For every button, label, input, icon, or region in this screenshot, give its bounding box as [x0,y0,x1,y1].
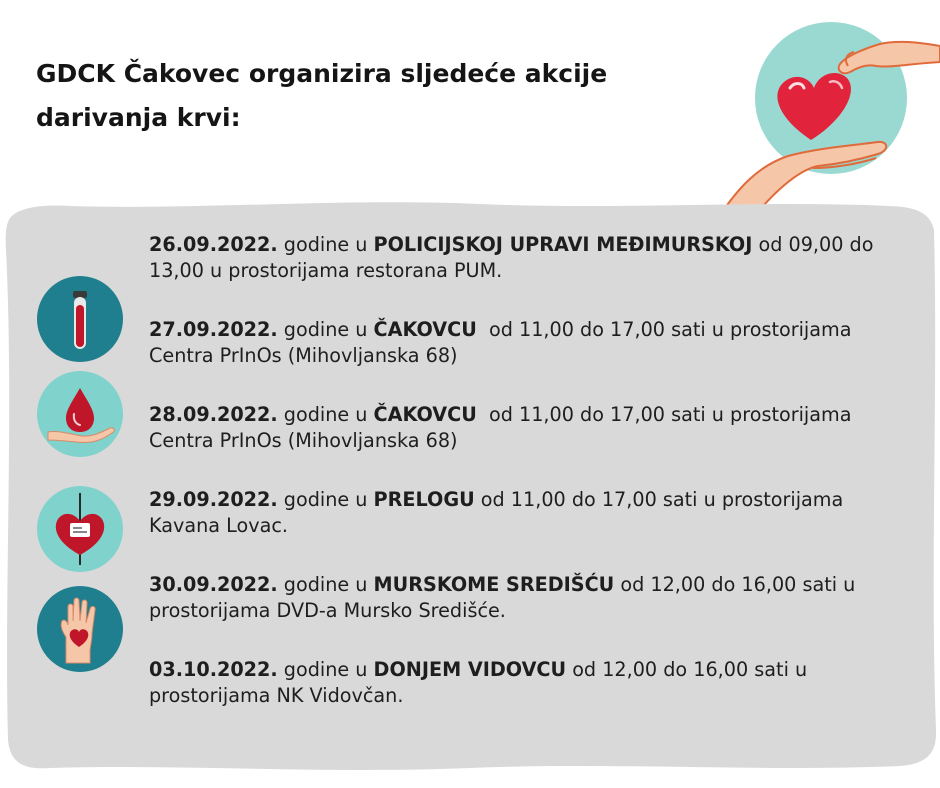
event-place: MURSKOME SREDIŠĆU [373,573,615,596]
heart-in-hands-icon [718,18,940,218]
event-text: godine u [277,403,374,426]
event-text: godine u [277,658,374,681]
event-place: ČAKOVCU [373,318,477,341]
hand-heart-icon [36,585,124,673]
event-text: godine u [277,233,374,256]
event-date: 26.09.2022. [149,233,278,256]
event-item [149,317,909,369]
page-title: GDCK Čakovec organizira sljedeće akcije darivanja krvi: [36,59,608,132]
event-item [149,572,909,624]
blood-tube-icon [36,275,124,363]
event-item [149,402,909,454]
event-date: 30.09.2022. [149,573,278,596]
event-text: godine u [277,318,374,341]
event-place: PRELOGU [373,488,475,511]
blood-bag-heart-icon [36,485,124,573]
event-date: 27.09.2022. [149,318,278,341]
event-item [149,487,909,539]
event-details: od 11,00 do 17,00 sati u prostorijama Centra PrInOs (Mihovljanska 68) [149,318,858,367]
event-date: 03.10.2022. [149,658,278,681]
event-item [149,657,909,709]
event-details: od 12,00 do 16,00 sati u prostorijama NK Vidovčan. [149,658,808,707]
event-details: od 12,00 do 16,00 sati u prostorijama DVD-a Mursko Središće. [149,573,856,622]
event-details: od 09,00 do 13,00 u prostorijama restorana PUM. [149,233,874,282]
event-place: POLICIJSKOJ UPRAVI MEĐIMURSKOJ [373,233,753,256]
event-item [149,232,909,284]
event-date: 29.09.2022. [149,488,278,511]
event-place: DONJEM VIDOVCU [373,658,567,681]
event-details: od 11,00 do 17,00 sati u prostorijama Kavana Lovac. [149,488,844,537]
event-list [149,232,909,742]
blood-drop-hand-icon [36,370,124,458]
event-date: 28.09.2022. [149,403,278,426]
event-details: od 11,00 do 17,00 sati u prostorijama Centra PrInOs (Mihovljanska 68) [149,403,858,452]
event-place: ČAKOVCU [373,403,477,426]
event-text: godine u [277,488,374,511]
event-text: godine u [277,573,374,596]
